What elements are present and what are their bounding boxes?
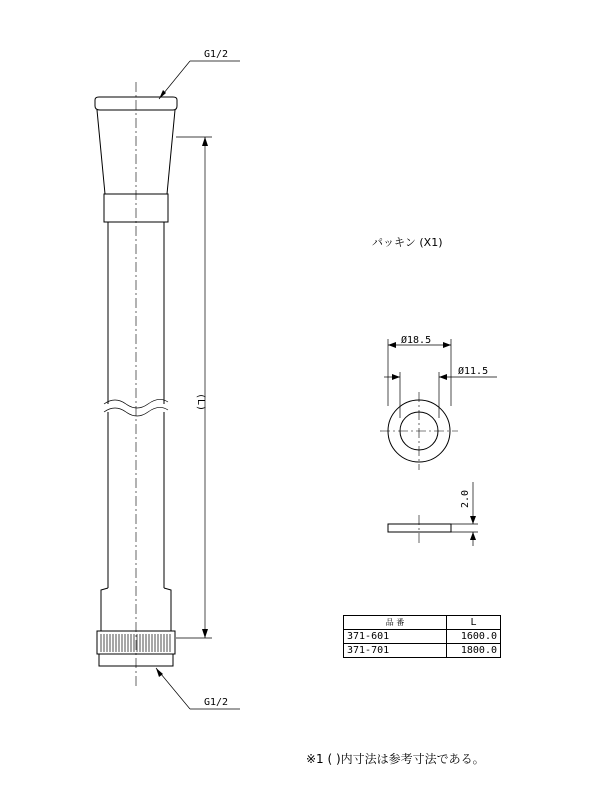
- outer-diameter-label: Ø18.5: [401, 335, 432, 346]
- knurl-pattern: [101, 634, 170, 652]
- packing-title: パッキン (X1): [372, 236, 443, 249]
- length-dimension: [176, 137, 212, 638]
- length-label: (L): [195, 393, 206, 412]
- part-table-header: [344, 616, 501, 630]
- thickness-label: 2.0: [460, 489, 471, 508]
- table-row: [344, 630, 501, 644]
- top-thread-leader: [159, 61, 240, 99]
- part-table: [343, 615, 501, 658]
- cell-length: 1800.0: [447, 644, 501, 658]
- packing-side-view: [388, 524, 451, 532]
- table-row: [344, 644, 501, 658]
- top-thread-label: G1/2: [204, 49, 229, 60]
- inner-diameter-dimension: [384, 372, 497, 418]
- reference-note: ※1 ( )内寸法は参考寸法である。: [306, 752, 485, 766]
- cell-length: 1600.0: [447, 630, 501, 644]
- cell-part-no: 371-601: [344, 630, 447, 644]
- header-part-no: 品 番: [344, 616, 447, 630]
- bottom-thread-label: G1/2: [204, 697, 229, 708]
- inner-diameter-label: Ø11.5: [458, 366, 489, 377]
- outer-diameter-dimension: [388, 339, 451, 406]
- cell-part-no: 371-701: [344, 644, 447, 658]
- header-length: L: [447, 616, 501, 630]
